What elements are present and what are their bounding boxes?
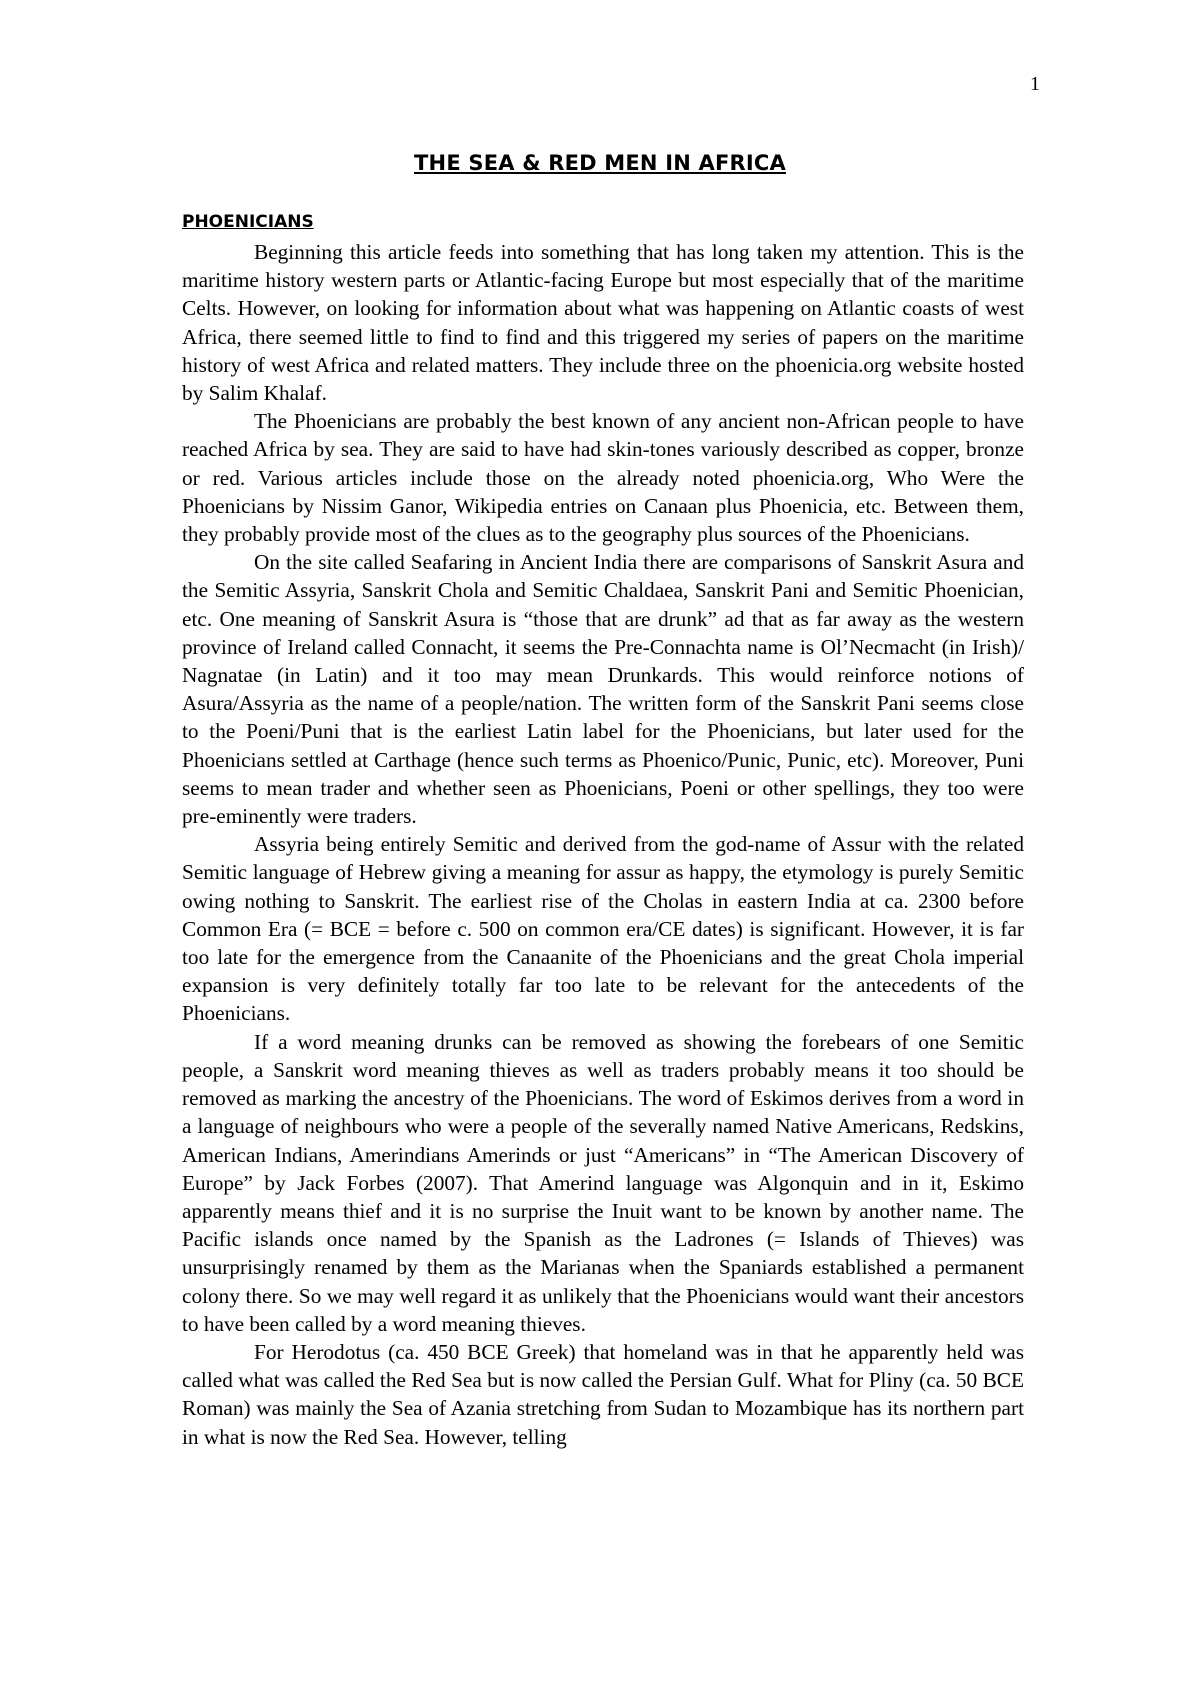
section-heading: PHOENICIANS xyxy=(182,212,314,232)
paragraph-2: The Phoenicians are probably the best known of any ancient non-African people to have reached Africa by sea. They are said to have had skin-tones variously described as copper, bronze or red. Various articles include those on the already noted phoenicia.org, Who Were the Phoenicians by Nissim Ganor, Wikipedia entries on Canaan plus Phoenicia, etc. Between them, they probably provide most of the clues as to the geography plus sources of the Phoenicians. xyxy=(182,409,1024,547)
paragraph-3: On the site called Seafaring in Ancient India there are comparisons of Sanskrit Asura and the Semitic Assyria, Sanskrit Chola and Semitic Chaldaea, Sanskrit Pani and Semitic Phoenician, etc. One meaning of Sanskrit Asura is “those that are drunk” ad that as far away as the western province of Ireland called Connacht, it seems the Pre-Connachta name is Ol’Necmacht (in Irish)/ Nagnatae (in Latin) and it too may mean Drunkards. This would reinforce notions of Asura/Assyria as the name of a people/nation. The written form of the Sanskrit Pani seems close to the Poeni/Puni that is the earliest Latin label for the Phoenicians, but later used for the Phoenicians settled at Carthage (hence such terms as Phoenico/Punic, Punic, etc). Moreover, Puni seems to mean trader and whether seen as Phoenicians, Poeni or other spellings, they too were pre-eminently were traders. xyxy=(182,550,1024,829)
paragraph-6: For Herodotus (ca. 450 BCE Greek) that homeland was in that he apparently held was called what was called the Red Sea but is now called the Persian Gulf. What for Pliny (ca. 50 BCE Roman) was mainly the Sea of Azania stretching from Sudan to Mozambique has its northern part in what is now the Red Sea. However, telling xyxy=(182,1339,1024,1449)
document-body xyxy=(182,210,1024,1451)
page-number: 1 xyxy=(1030,73,1040,95)
paragraph-1: Beginning this article feeds into something that has long taken my attention. This is the maritime history western parts or Atlantic-facing Europe but most especially that of the maritime Celts. However, on looking for information about what was happening on Atlantic coasts of west Africa, there seemed little to find to find and this triggered my series of papers on the maritime history of west Africa and related matters. They include three on the phoenicia.org website hosted by Salim Khalaf. xyxy=(182,240,1024,406)
document-title: THE SEA & RED MEN IN AFRICA xyxy=(414,151,786,175)
paragraph-5: If a word meaning drunks can be removed as showing the forebears of one Semitic people, a Sanskrit word meaning thieves as well as traders probably means it too should be removed as marking the ancestry of the Phoenicians. The word of Eskimos derives from a word in a language of neighbours who were a people of the severally named Native Americans, Redskins, American Indians, Amerindians Amerinds or just “Americans” in “The American Discovery of Europe” by Jack Forbes (2007). That Amerind language was Algonquin and in it, Eskimo apparently means thief and it is no surprise the Inuit want to be known by another name. The Pacific islands once named by the Spanish as the Ladrones (= Islands of Thieves) was unsurprisingly renamed by them as the Marianas when the Spaniards established a permanent colony there. So we may well regard it as unlikely that the Phoenicians would want their ancestors to have been called by a word meaning thieves. xyxy=(182,1029,1024,1336)
paragraph-4: Assyria being entirely Semitic and derived from the god-name of Assur with the related Semitic language of Hebrew giving a meaning for assur as happy, the etymology is purely Semitic owing nothing to Sanskrit. The earliest rise of the Cholas in eastern India at ca. 2300 before Common Era (= BCE = before c. 500 on common era/CE dates) is significant. However, it is far too late for the emergence from the Canaanite of the Phoenicians and the great Chola imperial expansion is very definitely totally far too late to be relevant for the antecedents of the Phoenicians. xyxy=(182,832,1024,1026)
